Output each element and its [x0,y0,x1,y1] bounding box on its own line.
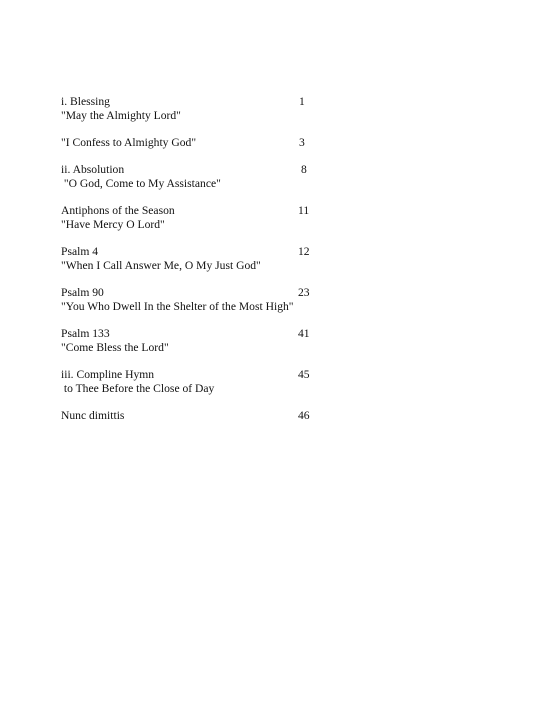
toc-entry-title: Psalm 90 [61,286,104,299]
toc-entry-psalm-133 [61,327,321,355]
toc-page-number: 23 [298,286,310,299]
toc-entry-subtitle: "Come Bless the Lord" [61,341,169,354]
toc-entry-subtitle: to Thee Before the Close of Day [61,382,215,395]
toc-page-number: 1 [299,95,305,108]
toc-entry-title: Nunc dimittis [61,409,125,422]
toc-entry-title: iii. Compline Hymn [61,368,155,381]
toc-page-number: 12 [298,245,310,258]
toc-entry-subtitle: "O God, Come to My Assistance" [61,177,221,190]
toc-entry-subtitle: "You Who Dwell In the Shelter of the Most High" [61,300,294,313]
toc-entry-title: Psalm 4 [61,245,99,258]
toc-page-number: 41 [298,327,310,340]
toc-page-number: 11 [298,204,310,217]
toc-entry-title: i. Blessing [61,95,110,108]
toc-entry-confession [61,136,321,150]
toc-entry-subtitle: "May the Almighty Lord" [61,109,181,122]
toc-entry-compline-hymn [61,368,321,396]
toc-page-number: 46 [298,409,310,422]
toc-entry-subtitle: "When I Call Answer Me, O My Just God" [61,259,261,272]
toc-entry-title: ii. Absolution [61,163,125,176]
toc-entry-psalm-90 [61,286,321,314]
toc-page-number: 8 [301,163,307,176]
toc-page-number: 3 [299,136,305,149]
toc-entry-title: Antiphons of the Season [61,204,175,217]
toc-entry-nunc-dimittis [61,409,321,423]
toc-entry-blessing [61,95,321,123]
toc-entry-title: "I Confess to Almighty God" [61,136,197,149]
table-of-contents [61,95,321,436]
toc-entry-title: Psalm 133 [61,327,110,340]
toc-entry-absolution [61,163,321,191]
toc-entry-subtitle: "Have Mercy O Lord" [61,218,165,231]
toc-page-number: 45 [298,368,310,381]
toc-entry-psalm-4 [61,245,321,273]
toc-entry-antiphons [61,204,321,232]
